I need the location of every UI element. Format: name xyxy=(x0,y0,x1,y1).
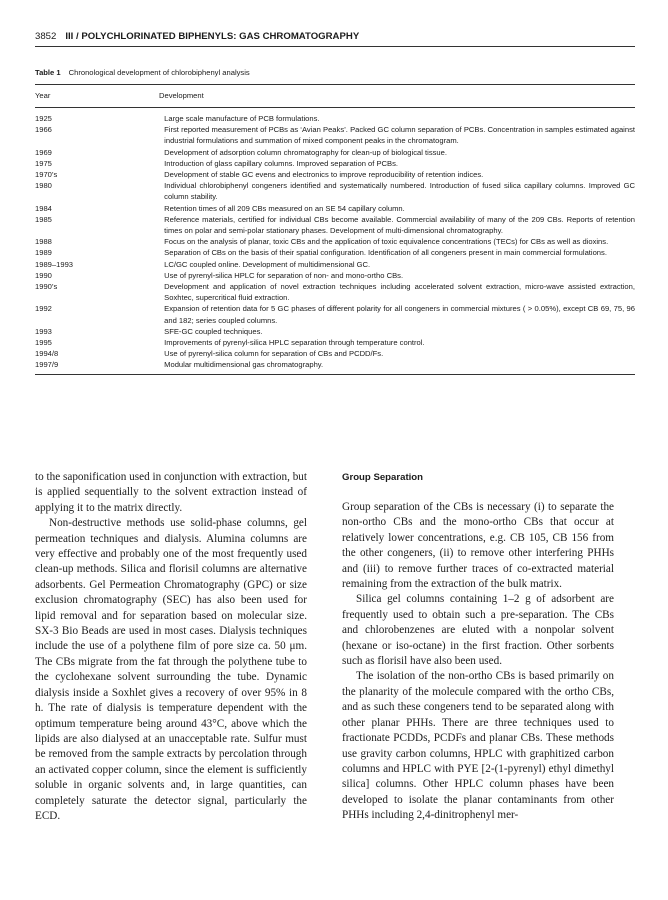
body-paragraph: Silica gel columns containing 1–2 g of adsorbent are frequently used to obtain such a pre-separation. The CBs and chlorobenzenes are eluted with a nonpolar solvent (hexane or iso-octane) in the first fraction. Other sorbents such as florisil have also been used. xyxy=(342,593,614,668)
header-rule xyxy=(35,46,635,47)
table-caption xyxy=(35,68,635,77)
table-row xyxy=(35,326,635,337)
development-cell: SFE-GC coupled techniques. xyxy=(164,326,263,336)
development-cell: Focus on the analysis of planar, toxic CBs and the application of toxic equivalence concentrations (TECs) for CBs as well as dioxins. xyxy=(164,237,609,247)
year-cell: 1989–1993 xyxy=(35,259,74,269)
table-row xyxy=(35,281,635,303)
year-cell: 1969 xyxy=(35,147,52,157)
development-cell: Retention times of all 209 CBs measured on an SE 54 capillary column. xyxy=(164,203,405,213)
table-row xyxy=(35,348,635,359)
body-paragraph: to the saponification used in conjunction with extraction, but is applied sequentially to the solvent extraction instead of applying it to the matrix directly. xyxy=(35,471,307,514)
year-cell: 1997/9 xyxy=(35,360,59,370)
table-bottom-rule xyxy=(35,374,635,375)
year-cell: 1984 xyxy=(35,203,52,213)
table-row xyxy=(35,337,635,348)
table-row xyxy=(35,303,635,325)
development-cell: Development of stable GC evens and electronics to improve reproducibility of retention indices. xyxy=(164,170,484,180)
development-cell: First reported measurement of PCBs as ‘Avian Peaks’. Packed GC column separation of PCBs. Concentration in samples estimated against industrial formulations and summation of mixed component peaks in the chromatogram. xyxy=(164,125,635,146)
table-row xyxy=(35,259,635,270)
table-row xyxy=(35,158,635,169)
year-cell: 1990 xyxy=(35,270,52,280)
development-cell: Modular multidimensional gas chromatography. xyxy=(164,360,324,370)
right-column xyxy=(342,470,614,824)
table-header-rule xyxy=(35,107,635,108)
body-paragraph: Group separation of the CBs is necessary (i) to separate the non-ortho CBs and the mono-ortho CBs that occur at relatively lower concentrations, e.g. CB 105, CB 156 from the other congeners, (ii) to remove other interfering PHHs and (iii) to remove further traces of co-extracted material remaining from the extraction of the bulk matrix. xyxy=(342,501,614,591)
year-cell: 1925 xyxy=(35,114,52,123)
year-cell: 1980 xyxy=(35,181,52,191)
development-cell: Individual chlorobiphenyl congeners identified and systematically numbered. Introduction of fused silica capillary columns. Improved GC column stability. xyxy=(164,181,635,202)
table-row xyxy=(35,247,635,258)
year-cell: 1975 xyxy=(35,158,52,168)
development-cell: LC/GC coupled online. Development of multidimensional GC. xyxy=(164,259,371,269)
development-cell: Expansion of retention data for 5 GC phases of different polarity for all congeners in commercial mixtures ( > 0.05%), except CB 69, 75, 96 and 182; series coupled columns. xyxy=(164,304,635,325)
table-row xyxy=(35,236,635,247)
body-paragraph: The isolation of the non-ortho CBs is based primarily on the planarity of the molecule compared with the ortho CBs, and as such these congeners tend to be separated along with other planar PHHs. There are three techniques used to fractionate PCDDs, PCDFs and planar CBs. These methods use gravity carbon columns, HPLC with graphitized carbon columns and HPLC with PYE [2-(1-pyrenyl) ethyl dimethyl silica] columns. Other HPLC column phases have been developed to isolate the planar contaminants from other PHHs including 2,4-dinitrophenyl mer- xyxy=(342,670,614,822)
development-cell: Use of pyrenyl-silica column for separation of CBs and PCDD/Fs. xyxy=(164,349,384,359)
year-cell: 1993 xyxy=(35,326,52,336)
section-heading: Group Separation xyxy=(342,472,424,483)
table-caption-text: Chronological development of chlorobiphenyl analysis xyxy=(68,68,250,77)
left-column xyxy=(35,470,307,824)
development-cell: Development of adsorption column chromatography for clean-up of biological tissue. xyxy=(164,147,447,157)
year-cell: 1985 xyxy=(35,214,52,224)
table-row xyxy=(35,214,635,236)
development-cell: Reference materials, certified for individual CBs become available. Commercial availability of many of the 209 CBs. Reports of retention times on polar and semi-polar stationary phases. Development of multi-dimensional chromatography. xyxy=(164,214,635,236)
year-cell: 1992 xyxy=(35,304,52,314)
body-paragraph: Non-destructive methods use solid-phase columns, gel permeation techniques and dialysis. Alumina columns are very effective and probably one of the most frequently used clean-up methods. Silica and florisil columns are alternative adsorbents. Gel Permeation Chromatography (GPC) or size exclusion chromatography (SEC) has also been used for lipid removal and for separation based on molecular size. SX-3 Bio Beads are used in most cases. Dialysis techniques include the use of a polythene film of pore size ca. 50 μm. The CBs migrate from the fat through the polythene tube to the cyclohexane solvent surrounding the tube. Dynamic dialysis inside a Soxhlet gives a recovery of over 95% in 8 h. The rate of dialysis is temperature dependent with the optimum temperature being around 43°C, above which the lipids are also dialysed at an unacceptable rate. Sulfur must be removed from the sample extracts by percolation through an activated copper column, since the element is sufficiently soluble in organic solvents and, in large quantities, can completely saturate the detector signal, particularly the ECD. xyxy=(35,517,307,822)
development-cell: Use of pyrenyl-silica HPLC for separation of non- and mono-ortho CBs. xyxy=(164,270,404,280)
year-cell: 1995 xyxy=(35,338,52,348)
development-cell: Improvements of pyrenyl-silica HPLC separation through temperature control. xyxy=(164,338,425,348)
development-cell: Large scale manufacture of PCB formulations. xyxy=(164,114,320,123)
running-header xyxy=(35,31,635,45)
year-cell: 1988 xyxy=(35,237,52,247)
year-cell: 1966 xyxy=(35,125,52,135)
table-label: Table 1 xyxy=(35,68,61,77)
development-cell: Development and application of novel extraction techniques including accelerated solvent extraction, micro-wave assisted extraction, Soxhtec, supercritical fluid extraction. xyxy=(164,282,635,303)
table-row xyxy=(35,270,635,281)
development-cell: Introduction of glass capillary columns. Improved separation of PCBs. xyxy=(164,158,398,168)
column-header-year: Year xyxy=(35,91,51,100)
table-top-rule xyxy=(35,84,635,85)
page-number: 3852 xyxy=(35,31,57,42)
year-cell: 1990’s xyxy=(35,282,58,292)
running-title: III / POLYCHLORINATED BIPHENYLS: GAS CHROMATOGRAPHY xyxy=(65,31,360,42)
year-cell: 1989 xyxy=(35,248,52,258)
table-row xyxy=(35,359,635,370)
year-cell: 1994/8 xyxy=(35,349,59,359)
table-row xyxy=(35,203,635,214)
development-cell: Separation of CBs on the basis of their spatial configuration. Identification of all congeners present in main commercial formulations. xyxy=(164,248,607,258)
table-row xyxy=(35,124,635,146)
chronology-table xyxy=(35,113,635,371)
column-header-development: Development xyxy=(159,91,204,100)
table-row xyxy=(35,180,635,202)
year-cell: 1970’s xyxy=(35,170,58,180)
table-row xyxy=(35,169,635,180)
table-row xyxy=(35,147,635,158)
table-row xyxy=(35,113,635,124)
